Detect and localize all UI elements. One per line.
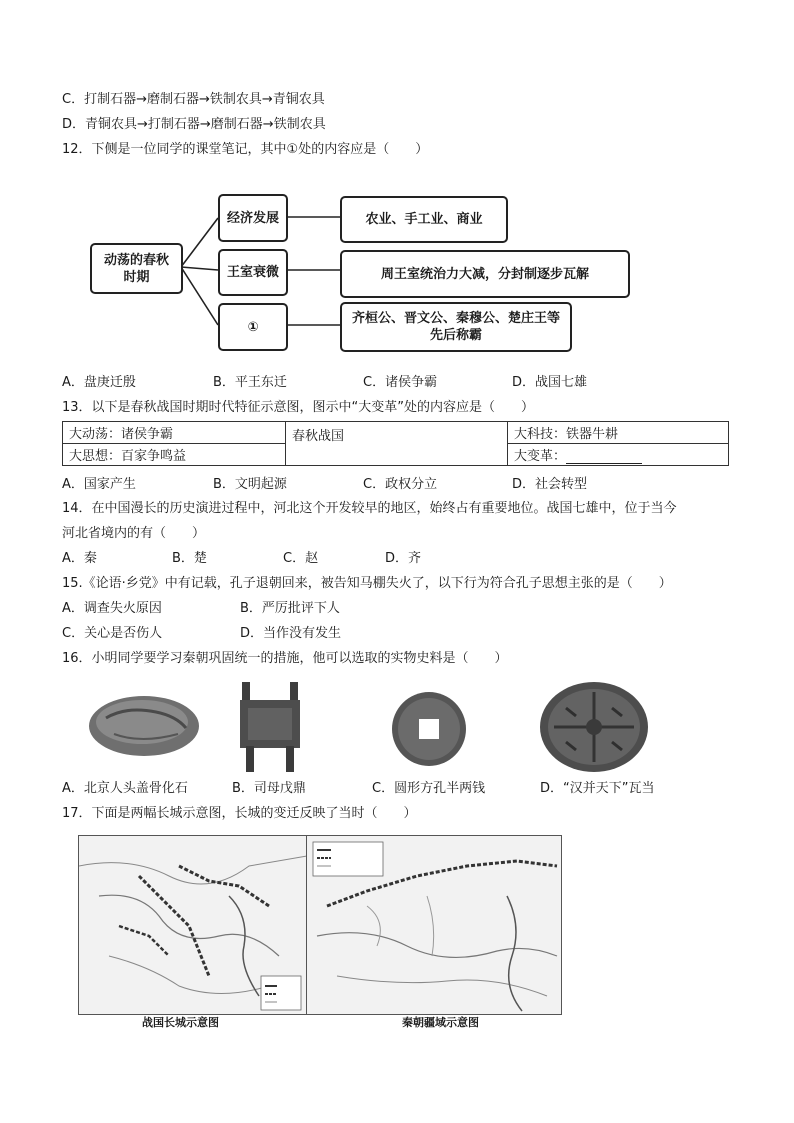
q12-option-d[interactable]: D．战国七雄 bbox=[512, 375, 588, 390]
diagram-leaf-royal bbox=[340, 250, 630, 298]
answer-blank bbox=[566, 450, 642, 464]
q15-option-a[interactable]: A．调查失火原因 bbox=[62, 601, 162, 616]
question-16: 16．小明同学要学习秦朝巩固统一的措施，他可以选取的实物史料是（ ） bbox=[62, 651, 508, 666]
q12-option-a[interactable]: A．盘庚迁殷 bbox=[62, 375, 136, 390]
question-15: 15.《论语·乡党》中有记载，孔子退朝回来，被告知马棚失火了，以下行为符合孔子思想主张的是（ ） bbox=[62, 576, 672, 591]
cell-reform bbox=[508, 444, 729, 466]
diagram-root-label: 动荡的春秋时期 bbox=[103, 252, 169, 285]
q12-option-b[interactable]: B．平王东迁 bbox=[213, 375, 287, 390]
simuwu-ding-image bbox=[238, 680, 302, 774]
right-map-caption: 秦朝疆域示意图 bbox=[402, 1016, 479, 1029]
left-map-caption: 战国长城示意图 bbox=[142, 1016, 219, 1029]
branch-economy-label: 经济发展 bbox=[226, 210, 279, 226]
q16-option-c[interactable]: C．圆形方孔半两钱 bbox=[372, 781, 486, 796]
cell-technology: 大科技：铁器牛耕 bbox=[508, 422, 729, 444]
q16-option-b[interactable]: B．司母戊鼎 bbox=[232, 781, 306, 796]
branch-royal-label: 王室衰微 bbox=[226, 265, 279, 280]
leaf-royal-label: 周王室统治力大减，分封制逐步瓦解 bbox=[380, 266, 589, 282]
era-feature-table bbox=[62, 421, 729, 466]
skull-fossil-image bbox=[86, 688, 202, 760]
q13-option-a[interactable]: A．国家产生 bbox=[62, 477, 136, 492]
q15-option-d[interactable]: D．当作没有发生 bbox=[240, 626, 342, 641]
qin-map-drawing bbox=[307, 836, 561, 1014]
q14-option-b[interactable]: B．楚 bbox=[172, 551, 207, 566]
question-14-line1: 14．在中国漫长的历史演进过程中，河北这个开发较早的地区，始终占有重要地位。战国七雄中，位于当今 bbox=[62, 501, 677, 516]
branch-blank-label: ① bbox=[247, 319, 259, 335]
warring-states-wall-map bbox=[78, 835, 308, 1015]
q13-option-c[interactable]: C．政权分立 bbox=[363, 477, 438, 492]
q14-option-c[interactable]: C．赵 bbox=[283, 551, 319, 566]
q16-option-d[interactable]: D．“汉并天下”瓦当 bbox=[540, 781, 655, 796]
leaf-economy-label: 农业、手工业、商业 bbox=[365, 212, 483, 227]
eave-tile-image bbox=[538, 680, 650, 774]
diagram-leaf-hegemons bbox=[340, 302, 572, 352]
leaf-hegemons-label: 齐桓公、晋文公、秦穆公、楚庄王等先后称霸 bbox=[351, 311, 560, 343]
diagram-branch-blank bbox=[218, 303, 288, 351]
cell-era: 春秋战国 bbox=[286, 422, 508, 466]
option-d-previous: D．青铜农具→打制石器→磨制石器→铁制农具 bbox=[62, 117, 326, 132]
question-17: 17．下面是两幅长城示意图，长城的变迁反映了当时（ ） bbox=[62, 806, 417, 821]
q14-option-d[interactable]: D．齐 bbox=[385, 551, 422, 566]
qin-territory-map bbox=[306, 835, 562, 1015]
banliang-coin-image bbox=[390, 690, 468, 768]
diagram-branch-royal bbox=[218, 249, 288, 296]
q13-option-d[interactable]: D．社会转型 bbox=[512, 477, 588, 492]
q13-option-b[interactable]: B．文明起源 bbox=[213, 477, 287, 492]
q15-option-c[interactable]: C．关心是否伤人 bbox=[62, 626, 163, 641]
question-13: 13．以下是春秋战国时期时代特征示意图，图示中“大变革”处的内容应是（ ） bbox=[62, 400, 535, 415]
q12-option-c[interactable]: C．诸侯争霸 bbox=[363, 375, 438, 390]
question-12: 12．下侧是一位同学的课堂笔记，其中①处的内容应是（ ） bbox=[62, 142, 429, 157]
question-14-line2: 河北省境内的有（ ） bbox=[62, 526, 206, 541]
q14-option-a[interactable]: A．秦 bbox=[62, 551, 97, 566]
diagram-branch-economy bbox=[218, 194, 288, 242]
diagram-leaf-economy bbox=[340, 196, 508, 243]
cell-thought: 大思想：百家争鸣益 bbox=[63, 444, 286, 466]
cell-turmoil: 大动荡：诸侯争霸 bbox=[63, 422, 286, 444]
q15-option-b[interactable]: B．严厉批评下人 bbox=[240, 601, 340, 616]
option-c-previous: C．打制石器→磨制石器→铁制农具→青铜农具 bbox=[62, 92, 325, 107]
cell-reform-label: 大变革： bbox=[514, 449, 567, 464]
warring-states-map-drawing bbox=[79, 836, 307, 1014]
q16-option-a[interactable]: A．北京人头盖骨化石 bbox=[62, 781, 188, 796]
diagram-root bbox=[90, 243, 183, 294]
